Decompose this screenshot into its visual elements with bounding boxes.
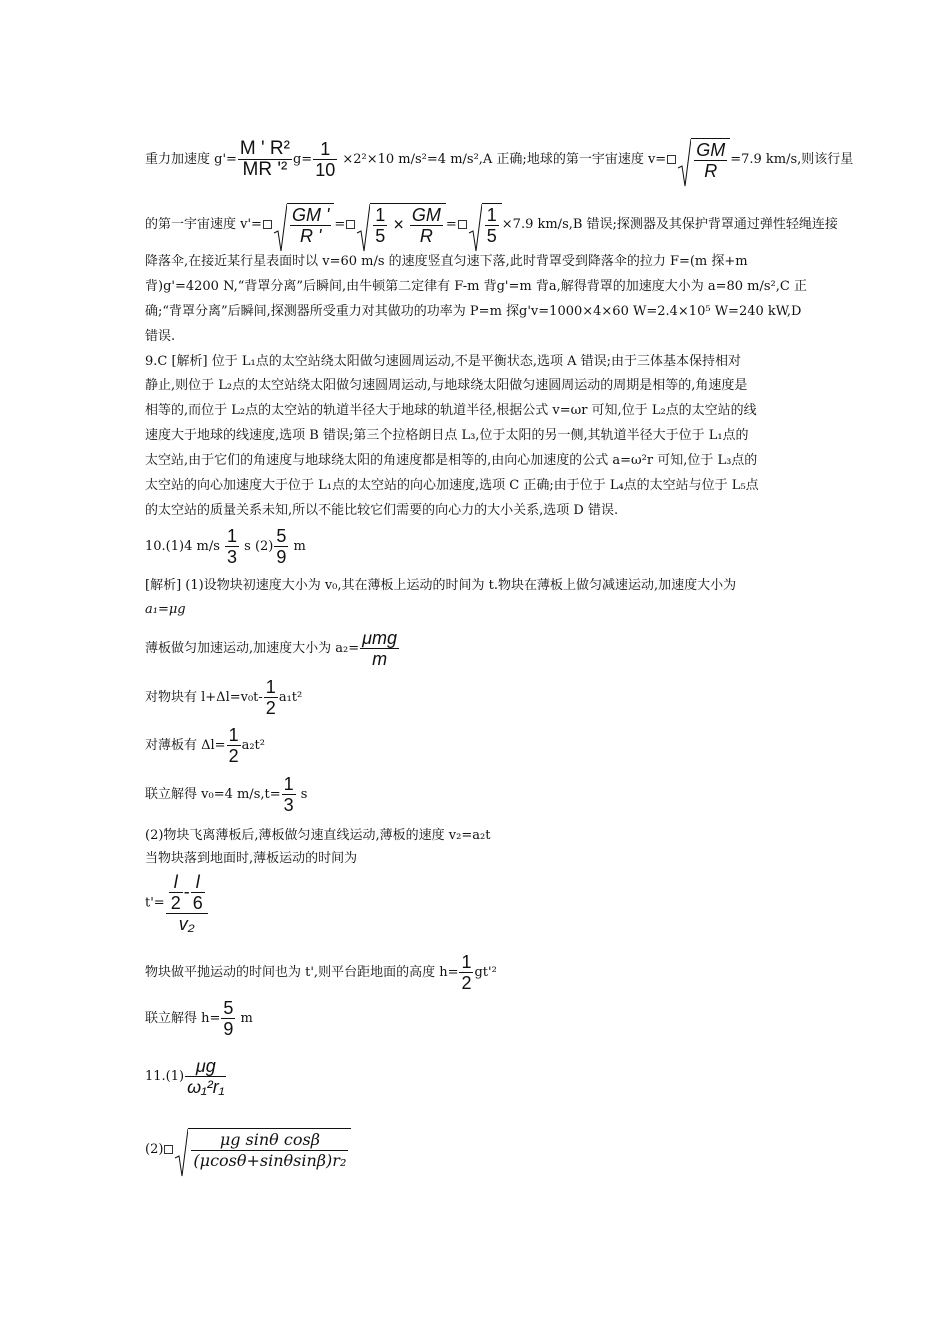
placeholder-box-icon [458,220,467,229]
fraction: $\frac{1}{3}$ [227,526,238,567]
text-line: 降落伞,在接近某行星表面时以 v=60 m/s 的速度竖直匀速下落,此时背罩受到降落伞的拉力 F=(m 探+m [145,254,748,269]
text-line: (2)物块飞离薄板后,薄板做匀速直线运动,薄板的速度 v₂=a₂t [145,828,491,843]
fraction: $\frac{\text{μg sinθ cosβ}}{\text{(μcosθ+sinθsinβ)r₂}}$ [193,1130,347,1170]
text-line: 薄板做匀加速运动,加速度大小为 a₂= $\frac{\text{μmg}}{m}$ [145,628,397,669]
placeholder-box-icon [263,220,272,229]
fraction: $\frac{5}{9}$ [276,526,287,567]
square-root [273,203,334,246]
text-line: 速度大于地球的线速度,选项 B 错误;第三个拉格朗日点 L₃,位于太阳的另一侧,其轨道半径大于位于 L₁点的 [145,428,749,443]
answer-line: 10.(1)4 m/s $\frac{1}{3}$ s (2) $\frac{5}{9}$ m [145,526,306,567]
text-line: 的第一宇宙速度 v'= $\frac{GM '}{R '}$ = $\frac{1}{5}$ × $\frac{GM}{R}$ = $\frac{1}{5}$ ×7.9 km/s,B 错误;探测器及其保护背罩通过弹性轻绳连接 [145,203,838,246]
text-line: t'= $\frac{l}{2}$ - $\frac{l}{6}$ v₂ [145,872,209,934]
fraction: $\frac{\mu g}{\text{ω₁²r₁}}$ [187,1056,225,1097]
placeholder-box-icon [164,1145,173,1154]
answer-line: (2) $\frac{\text{μg sinθ cosβ}}{\text{(μcosθ+sinθsinβ)r₂}}$ [145,1128,351,1171]
fraction: $\frac{1}{2}$ [265,677,276,718]
fraction: $\frac{l}{2}$ - $\frac{l}{6}$ v₂ [166,872,208,934]
text-line: 重力加速度 g'= $\frac{\text{M ' R²}}{\text{MR '²}}$ g= $\frac{1}{10}$ ×2²×10 m/s²=4 m/s²,A 正确;地球的第一宇宙速度 v= $\frac{GM}{R}$ =7.9 km/s,则该行星 [145,138,853,181]
square-root: $\frac{1}{5}$ × $\frac{GM}{R}$ [356,203,446,246]
text-line: 的太空站的质量关系未知,所以不能比较它们需要的向心力的大小关系,选项 D 错误. [145,503,619,518]
text-line: 确;“背罩分离”后瞬间,探测器所受重力对其做功的功率为 P=m 探g'v=1000×4×60 W=2.4×10⁵ W=240 kW,D [145,304,802,319]
fraction: $\frac{GM}{R}$ [696,140,726,181]
text-line: a₁=μg [145,602,186,617]
text-line: 太空站的向心加速度大于位于 L₁点的太空站的向心加速度,选项 C 正确;由于位于 L₄点的太空站与位于 L₅点 [145,478,759,493]
fraction: $\frac{1}{3}$ [283,774,294,815]
text-line: 对物块有 l+Δl=v₀t- $\frac{1}{2}$ a₁t² [145,677,303,718]
text-line: 9.C [解析] 位于 L₁点的太空站绕太阳做匀速圆周运动,不是平衡状态,选项 A 错误;由于三体基本保持相对 [145,354,742,369]
text-line: 错误. [145,329,176,344]
fraction: $\frac{\text{M ' R²}}{\text{MR '²}}$ [239,138,290,180]
fraction: $\frac{l}{2}$ [170,872,181,913]
text-line: 物块做平抛运动的时间也为 t',则平台距地面的高度 h= $\frac{1}{2}$ gt'² [145,952,497,993]
fraction: $\frac{l}{6}$ [192,872,203,913]
text-line: 联立解得 v₀=4 m/s,t= $\frac{1}{3}$ s [145,774,308,815]
fraction: $\frac{1}{10}$ [315,139,336,180]
fraction: $\frac{1}{2}$ [461,952,472,993]
fraction: $\frac{1}{5}$ [375,205,386,246]
text-line: 相等的,而位于 L₂点的太空站的轨道半径大于地球的轨道半径,根据公式 v=ωr 可知,位于 L₂点的太空站的线 [145,403,757,418]
square-root [468,203,502,246]
placeholder-box-icon [667,155,676,164]
square-root [174,1128,351,1171]
text-line: 背)g'=4200 N,“背罩分离”后瞬间,由牛顿第二定律有 F-m 背g'=m 背a,解得背罩的加速度大小为 a=80 m/s²,C 正 [145,279,807,294]
fraction: $\frac{GM '}{R '}$ [291,205,330,246]
placeholder-box-icon [346,220,355,229]
fraction: $\frac{\text{μmg}}{m}$ [362,628,397,669]
text-line: 静止,则位于 L₂点的太空站绕太阳做匀速圆周运动,与地球绕太阳做匀速圆周运动的周期是相等的,角速度是 [145,378,748,393]
answer-line: 11.(1) $\frac{\mu g}{\text{ω₁²r₁}}$ [145,1056,225,1097]
text-run: 重力加速度 g'= [145,152,237,167]
square-root [677,138,730,181]
fraction: $\frac{1}{2}$ [228,725,239,766]
text-line: 联立解得 h= $\frac{5}{9}$ m [145,998,253,1039]
text-line: 当物块落到地面时,薄板运动的时间为 [145,851,358,866]
text-line: 对薄板有 Δl= $\frac{1}{2}$ a₂t² [145,725,265,766]
fraction: $\frac{5}{9}$ [223,998,234,1039]
text-line: 太空站,由于它们的角速度与地球绕太阳的角速度都是相等的,由向心加速度的公式 a=ω²r 可知,位于 L₃点的 [145,453,758,468]
fraction: $\frac{GM}{R}$ [411,205,441,246]
fraction: $\frac{1}{5}$ [486,205,497,246]
text-line: [解析] (1)设物块初速度大小为 v₀,其在薄板上运动的时间为 t.物块在薄板上做匀减速运动,加速度大小为 [145,578,737,593]
